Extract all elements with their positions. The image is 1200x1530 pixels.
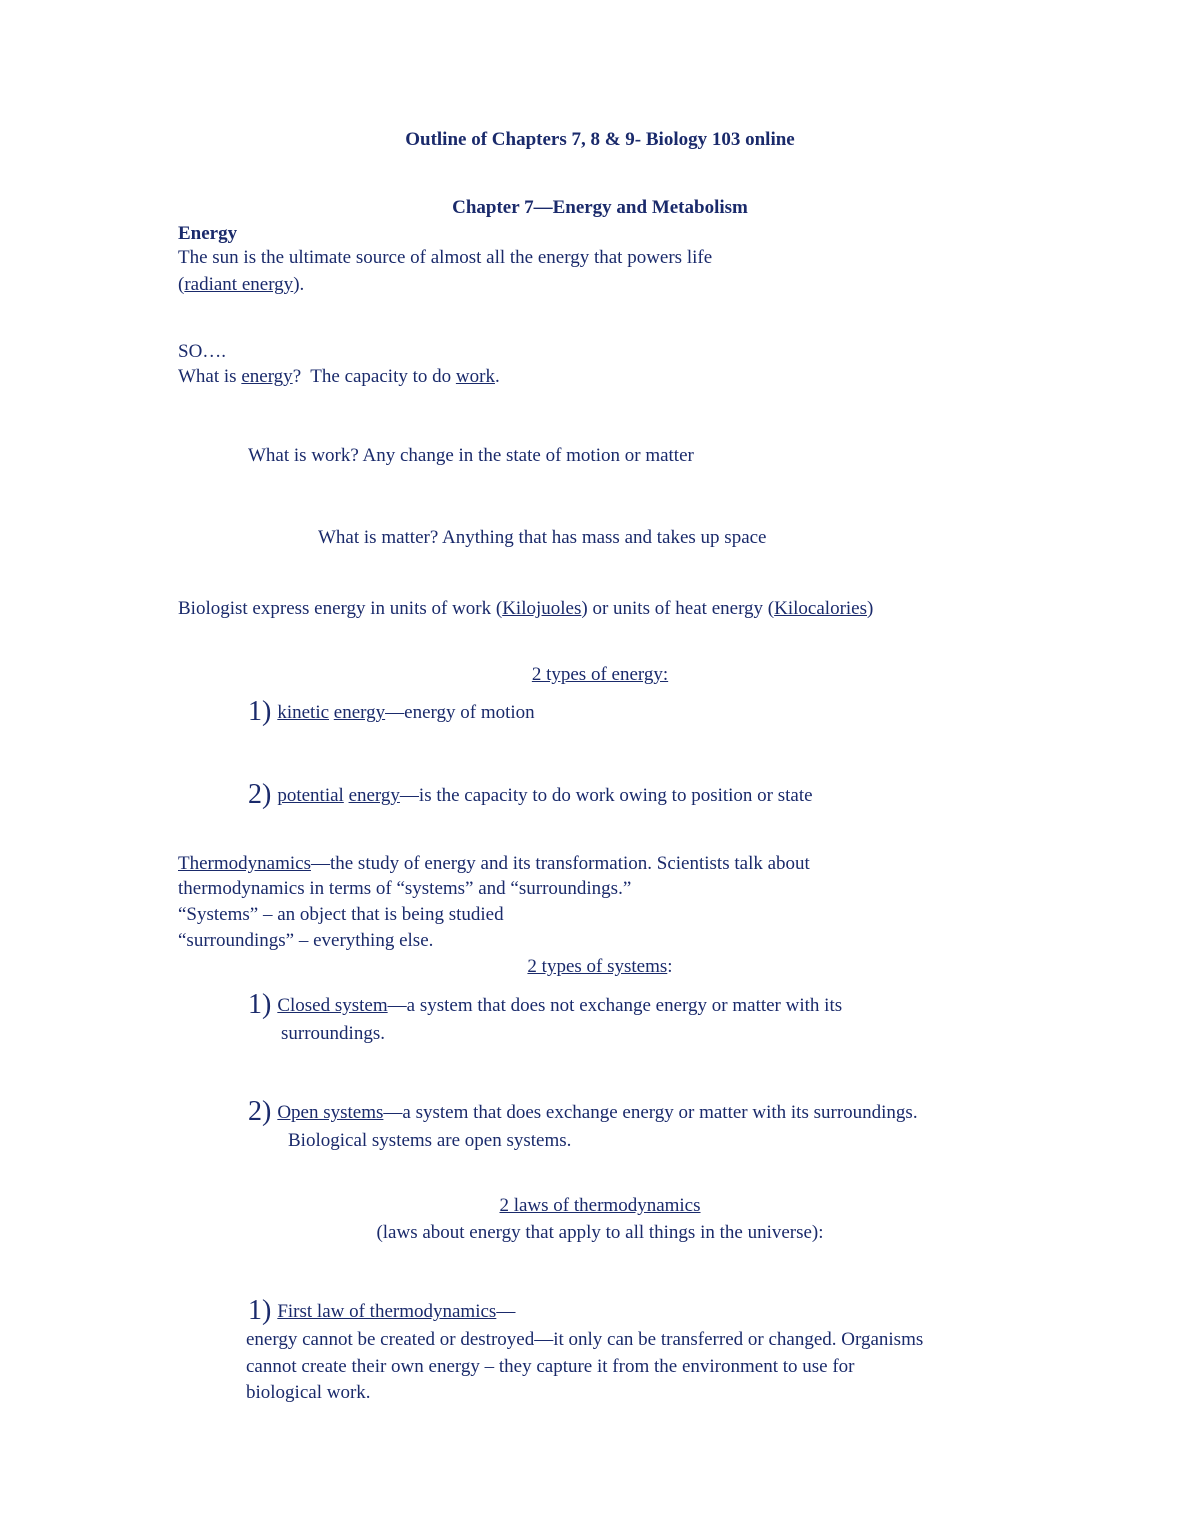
- what-is-matter-line: What is matter? Anything that has mass and takes up space: [318, 527, 767, 548]
- laws-subheading: (laws about energy that apply to all things in the universe):: [376, 1222, 824, 1243]
- so-line: SO….: [178, 341, 227, 362]
- systems-definition: “Systems” – an object that is being studied: [178, 904, 504, 925]
- what-is-work-line: What is work? Any change in the state of motion or matter: [248, 445, 694, 466]
- surroundings-definition: “surroundings” – everything else.: [178, 930, 434, 951]
- first-law-text-line3: biological work.: [246, 1382, 371, 1403]
- work-term: work: [455, 366, 495, 387]
- system-types-heading: 2 types of systems:: [527, 956, 673, 977]
- energy-units-line: Biologist express energy in units of work (Kilojuoles) or units of heat energy (Kilocalories): [178, 598, 874, 619]
- laws-heading: 2 laws of thermodynamics: [499, 1195, 701, 1216]
- first-law-item: 1) First law of thermodynamics—: [248, 1295, 516, 1326]
- what-is-energy-line: What is energy? The capacity to do work.: [178, 366, 500, 387]
- energy-heading: Energy: [178, 223, 238, 244]
- first-law-text-line1: energy cannot be created or destroyed—it only can be transferred or changed. Organisms: [246, 1329, 924, 1350]
- thermodynamics-term: Thermodynamics: [178, 853, 311, 874]
- potential-energy-item: 2) potential energy—is the capacity to do work owing to position or state: [248, 779, 813, 810]
- kinetic-energy-item: 1) kinetic energy—energy of motion: [248, 696, 535, 727]
- thermodynamics-definition-line1: Thermodynamics—the study of energy and its transformation. Scientists talk about: [178, 853, 810, 874]
- chapter-heading: Chapter 7—Energy and Metabolism: [452, 197, 748, 218]
- kilojoules-term: Kilojuoles: [502, 598, 582, 619]
- closed-system-item: 1) Closed system—a system that does not exchange energy or matter with its: [248, 989, 843, 1020]
- thermodynamics-definition-line2: thermodynamics in terms of “systems” and “surroundings.”: [178, 878, 632, 899]
- closed-system-item-cont: surroundings.: [281, 1023, 385, 1044]
- energy-intro-line2: (radiant energy).: [178, 274, 305, 295]
- first-law-text-line2: cannot create their own energy – they capture it from the environment to use for: [246, 1356, 855, 1377]
- open-system-item: 2) Open systems—a system that does exchange energy or matter with its surroundings.: [248, 1096, 918, 1127]
- document-title: Outline of Chapters 7, 8 & 9- Biology 103 online: [405, 129, 795, 150]
- open-system-item-cont: Biological systems are open systems.: [288, 1130, 572, 1151]
- kilocalories-term: Kilocalories: [774, 598, 867, 619]
- energy-term: energy: [241, 366, 293, 387]
- radiant-energy-term: radiant energy: [184, 274, 294, 295]
- energy-types-heading: 2 types of energy:: [531, 664, 669, 685]
- energy-intro-line1: The sun is the ultimate source of almost all the energy that powers life: [178, 247, 713, 268]
